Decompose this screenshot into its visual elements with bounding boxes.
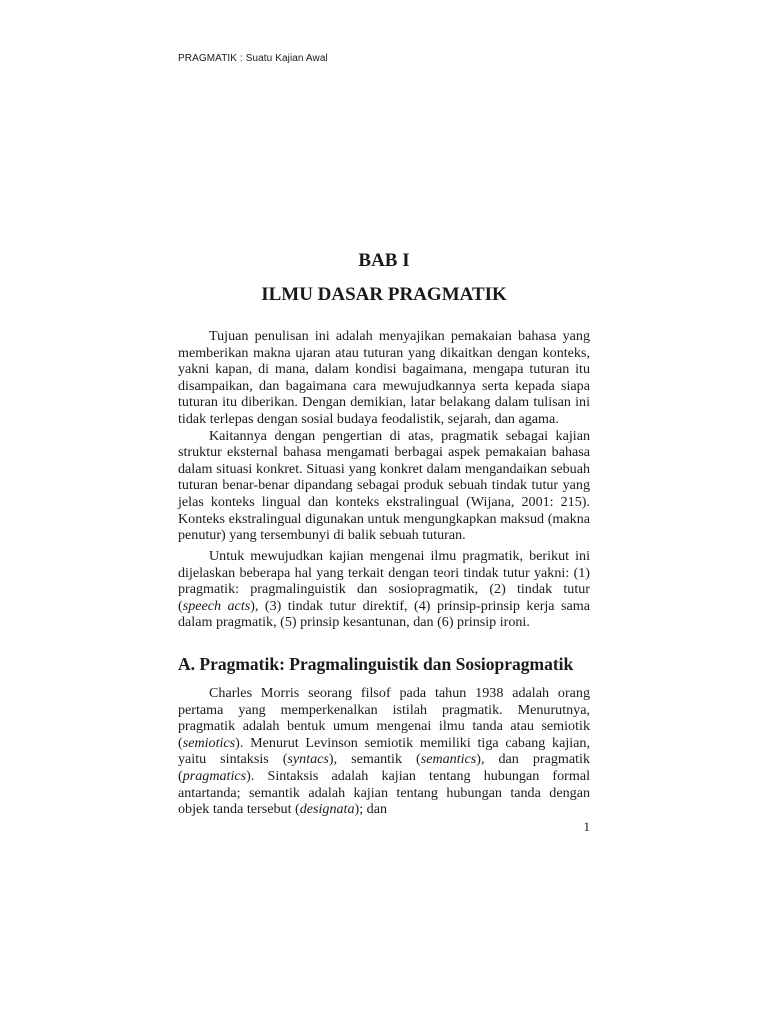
text-run: ), dan pragmatik ( bbox=[178, 751, 590, 784]
section-heading: A. Pragmatik: Pragmalinguistik dan Sosiopragmatik bbox=[178, 654, 574, 674]
italic-term: semiotics bbox=[182, 734, 236, 751]
italic-term: pragmatics bbox=[182, 767, 247, 784]
chapter-number: BAB I bbox=[358, 250, 410, 271]
text-run: ); dan bbox=[354, 801, 388, 818]
italic-term: designata bbox=[299, 801, 355, 818]
chapter-title: ILMU DASAR PRAGMATIK bbox=[261, 284, 507, 305]
running-header: PRAGMATIK : Suatu Kajian Awal bbox=[178, 53, 328, 64]
italic-term: syntacs bbox=[287, 751, 329, 768]
italic-term: semantics bbox=[420, 751, 477, 768]
italic-term: speech acts bbox=[182, 597, 251, 614]
outline-block bbox=[178, 548, 590, 631]
paragraph-3 bbox=[178, 548, 590, 631]
paragraph-2: Kaitannya dengan pengertian di atas, pragmatik sebagai kajian struktur eksternal bahasa mengamati berbagai aspek pemakaian bahasa dalam situasi konkret. Situasi yang konkret dalam mengandaikan sebuah tuturan benar-benar dipandang sebagai produk sebuah tindak tutur yang jelas konteks lingual dan konteks ekstralingual (Wijana, 2001: 215). Konteks ekstralingual digunakan untuk mengungkapkan maksud (makna penutur) yang tersembunyi di balik sebuah tuturan. bbox=[178, 427, 590, 544]
text-run: ). Menurut Levinson semiotik memiliki tiga cabang kajian, yaitu sintaksis ( bbox=[178, 734, 590, 768]
text-run: ), semantik ( bbox=[328, 751, 421, 768]
text-run: ), (3) tindak tutur direktif, (4) prinsip-prinsip kerja sama dalam pragmatik, (5) prinsip kesantunan, dan (6) prinsip ironi. bbox=[178, 597, 590, 631]
paragraph-4 bbox=[178, 685, 590, 818]
text-run: Untuk mewujudkan kajian mengenai ilmu pragmatik, berikut ini dijelaskan beberapa hal yang terkait dengan teori tindak tutur yakni: (1) pragmatik: pragmalinguistik dan sosiopragmatik, (2) tindak tutur ( bbox=[178, 548, 590, 614]
text-run: ). Sintaksis adalah kajian tentang hubungan formal antartanda; semantik adalah kajian tentang hubungan tanda dengan objek tanda tersebut ( bbox=[178, 767, 590, 818]
section-a-block bbox=[178, 685, 590, 818]
intro-block bbox=[178, 328, 590, 544]
text-run: Charles Morris seorang filsof pada tahun 1938 adalah orang pertama yang memperkenalkan istilah pragmatik. Menurutnya, pragmatik adalah bentuk umum mengenai ilmu tanda atau semiotik ( bbox=[178, 685, 590, 751]
paragraph-1: Tujuan penulisan ini adalah menyajikan pemakaian bahasa yang memberikan makna ujaran atau tuturan yang dikaitkan dengan konteks, yakni kapan, di mana, dalam kondisi bagaimana, mengapa tuturan itu disampaikan, dan bagaimana cara mewujudkannya serta kepada siapa tuturan itu diberikan. Dengan demikian, latar belakang dalam tulisan ini tidak terlepas dengan sosial budaya feodalistik, sejarah, dan agama. bbox=[178, 328, 590, 427]
page-number: 1 bbox=[583, 819, 590, 834]
